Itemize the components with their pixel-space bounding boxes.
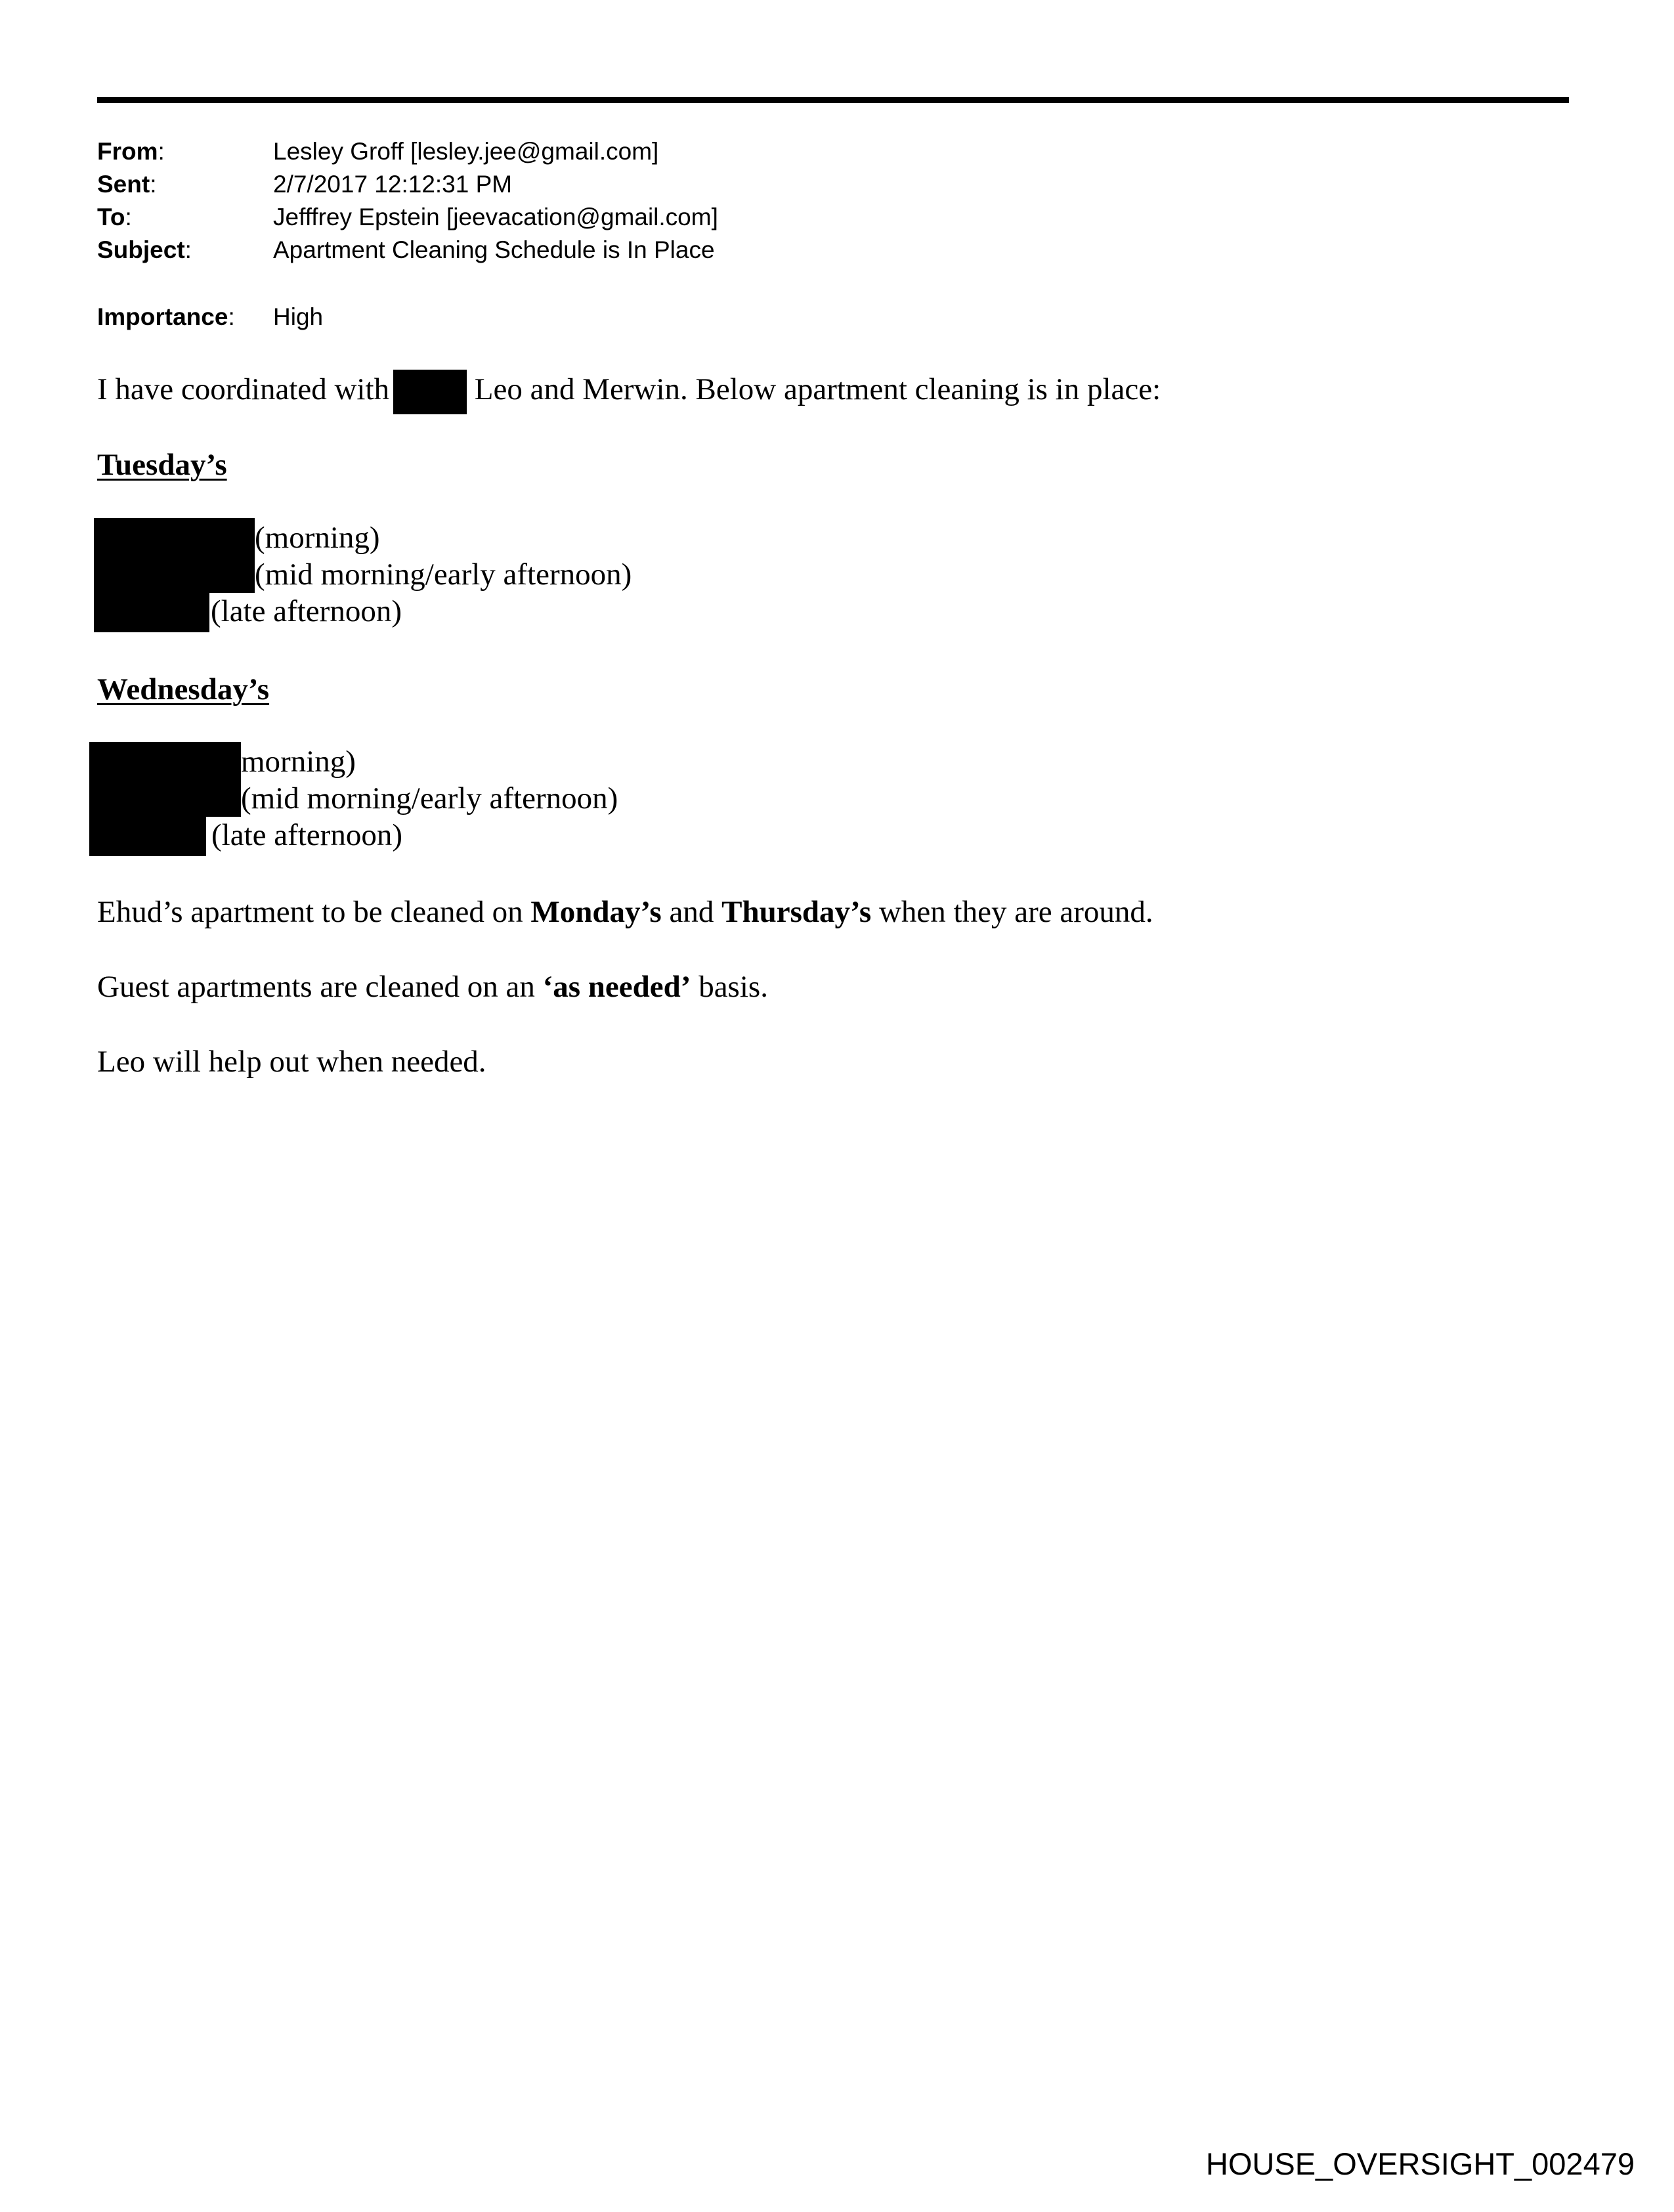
wednesday-item-morning: morning) <box>241 745 356 779</box>
ehud-text: Ehud’s apartment to be cleaned on <box>97 895 531 929</box>
wednesday-item-midmorning: (mid morning/early afternoon) <box>241 781 618 815</box>
ehud-thursday: Thursday’s <box>721 895 872 929</box>
from-label: From <box>97 138 158 165</box>
wednesday-heading: Wednesday’s <box>97 672 270 706</box>
guest-paragraph <box>97 968 768 1005</box>
guest-text-end: basis. <box>691 970 768 1004</box>
redaction-box <box>393 370 467 414</box>
intro-text-after: Leo and Merwin. Below apartment cleaning is in place: <box>467 372 1161 406</box>
subject-label: Subject <box>97 236 185 263</box>
intro-text-before: I have coordinated with <box>97 372 390 406</box>
wednesday-item-late: (late afternoon) <box>211 818 402 852</box>
from-value: Lesley Groff [lesley.jee@gmail.com] <box>273 138 659 165</box>
redaction-box <box>94 556 255 593</box>
tuesday-item-morning: (morning) <box>255 521 380 555</box>
intro-paragraph <box>97 370 1161 414</box>
redaction-box <box>94 518 255 556</box>
sent-value: 2/7/2017 12:12:31 PM <box>273 171 513 198</box>
tuesday-item-midmorning: (mid morning/early afternoon) <box>255 557 632 592</box>
sent-label: Sent <box>97 171 150 198</box>
tuesday-heading: Tuesday’s <box>97 448 227 482</box>
redaction-box <box>89 780 241 817</box>
guest-text: Guest apartments are cleaned on an <box>97 970 543 1004</box>
to-label: To <box>97 204 125 230</box>
bates-number: HOUSE_OVERSIGHT_002479 <box>1205 2146 1635 2181</box>
importance-label: Importance <box>97 303 228 330</box>
ehud-monday: Monday’s <box>530 895 662 929</box>
subject-value: Apartment Cleaning Schedule is In Place <box>273 236 715 263</box>
header-rule <box>97 97 1569 103</box>
ehud-paragraph <box>97 894 1153 930</box>
redaction-box <box>94 593 209 632</box>
ehud-and: and <box>661 895 722 929</box>
redaction-box <box>89 742 241 780</box>
importance-value: High <box>273 303 324 330</box>
ehud-text-end: when they are around. <box>871 895 1153 929</box>
tuesday-item-late: (late afternoon) <box>211 594 402 628</box>
to-value: Jefffrey Epstein [jeevacation@gmail.com] <box>273 204 718 230</box>
guest-as-needed: ‘as needed’ <box>542 970 691 1004</box>
redaction-box <box>89 817 206 856</box>
leo-paragraph: Leo will help out when needed. <box>97 1045 486 1079</box>
